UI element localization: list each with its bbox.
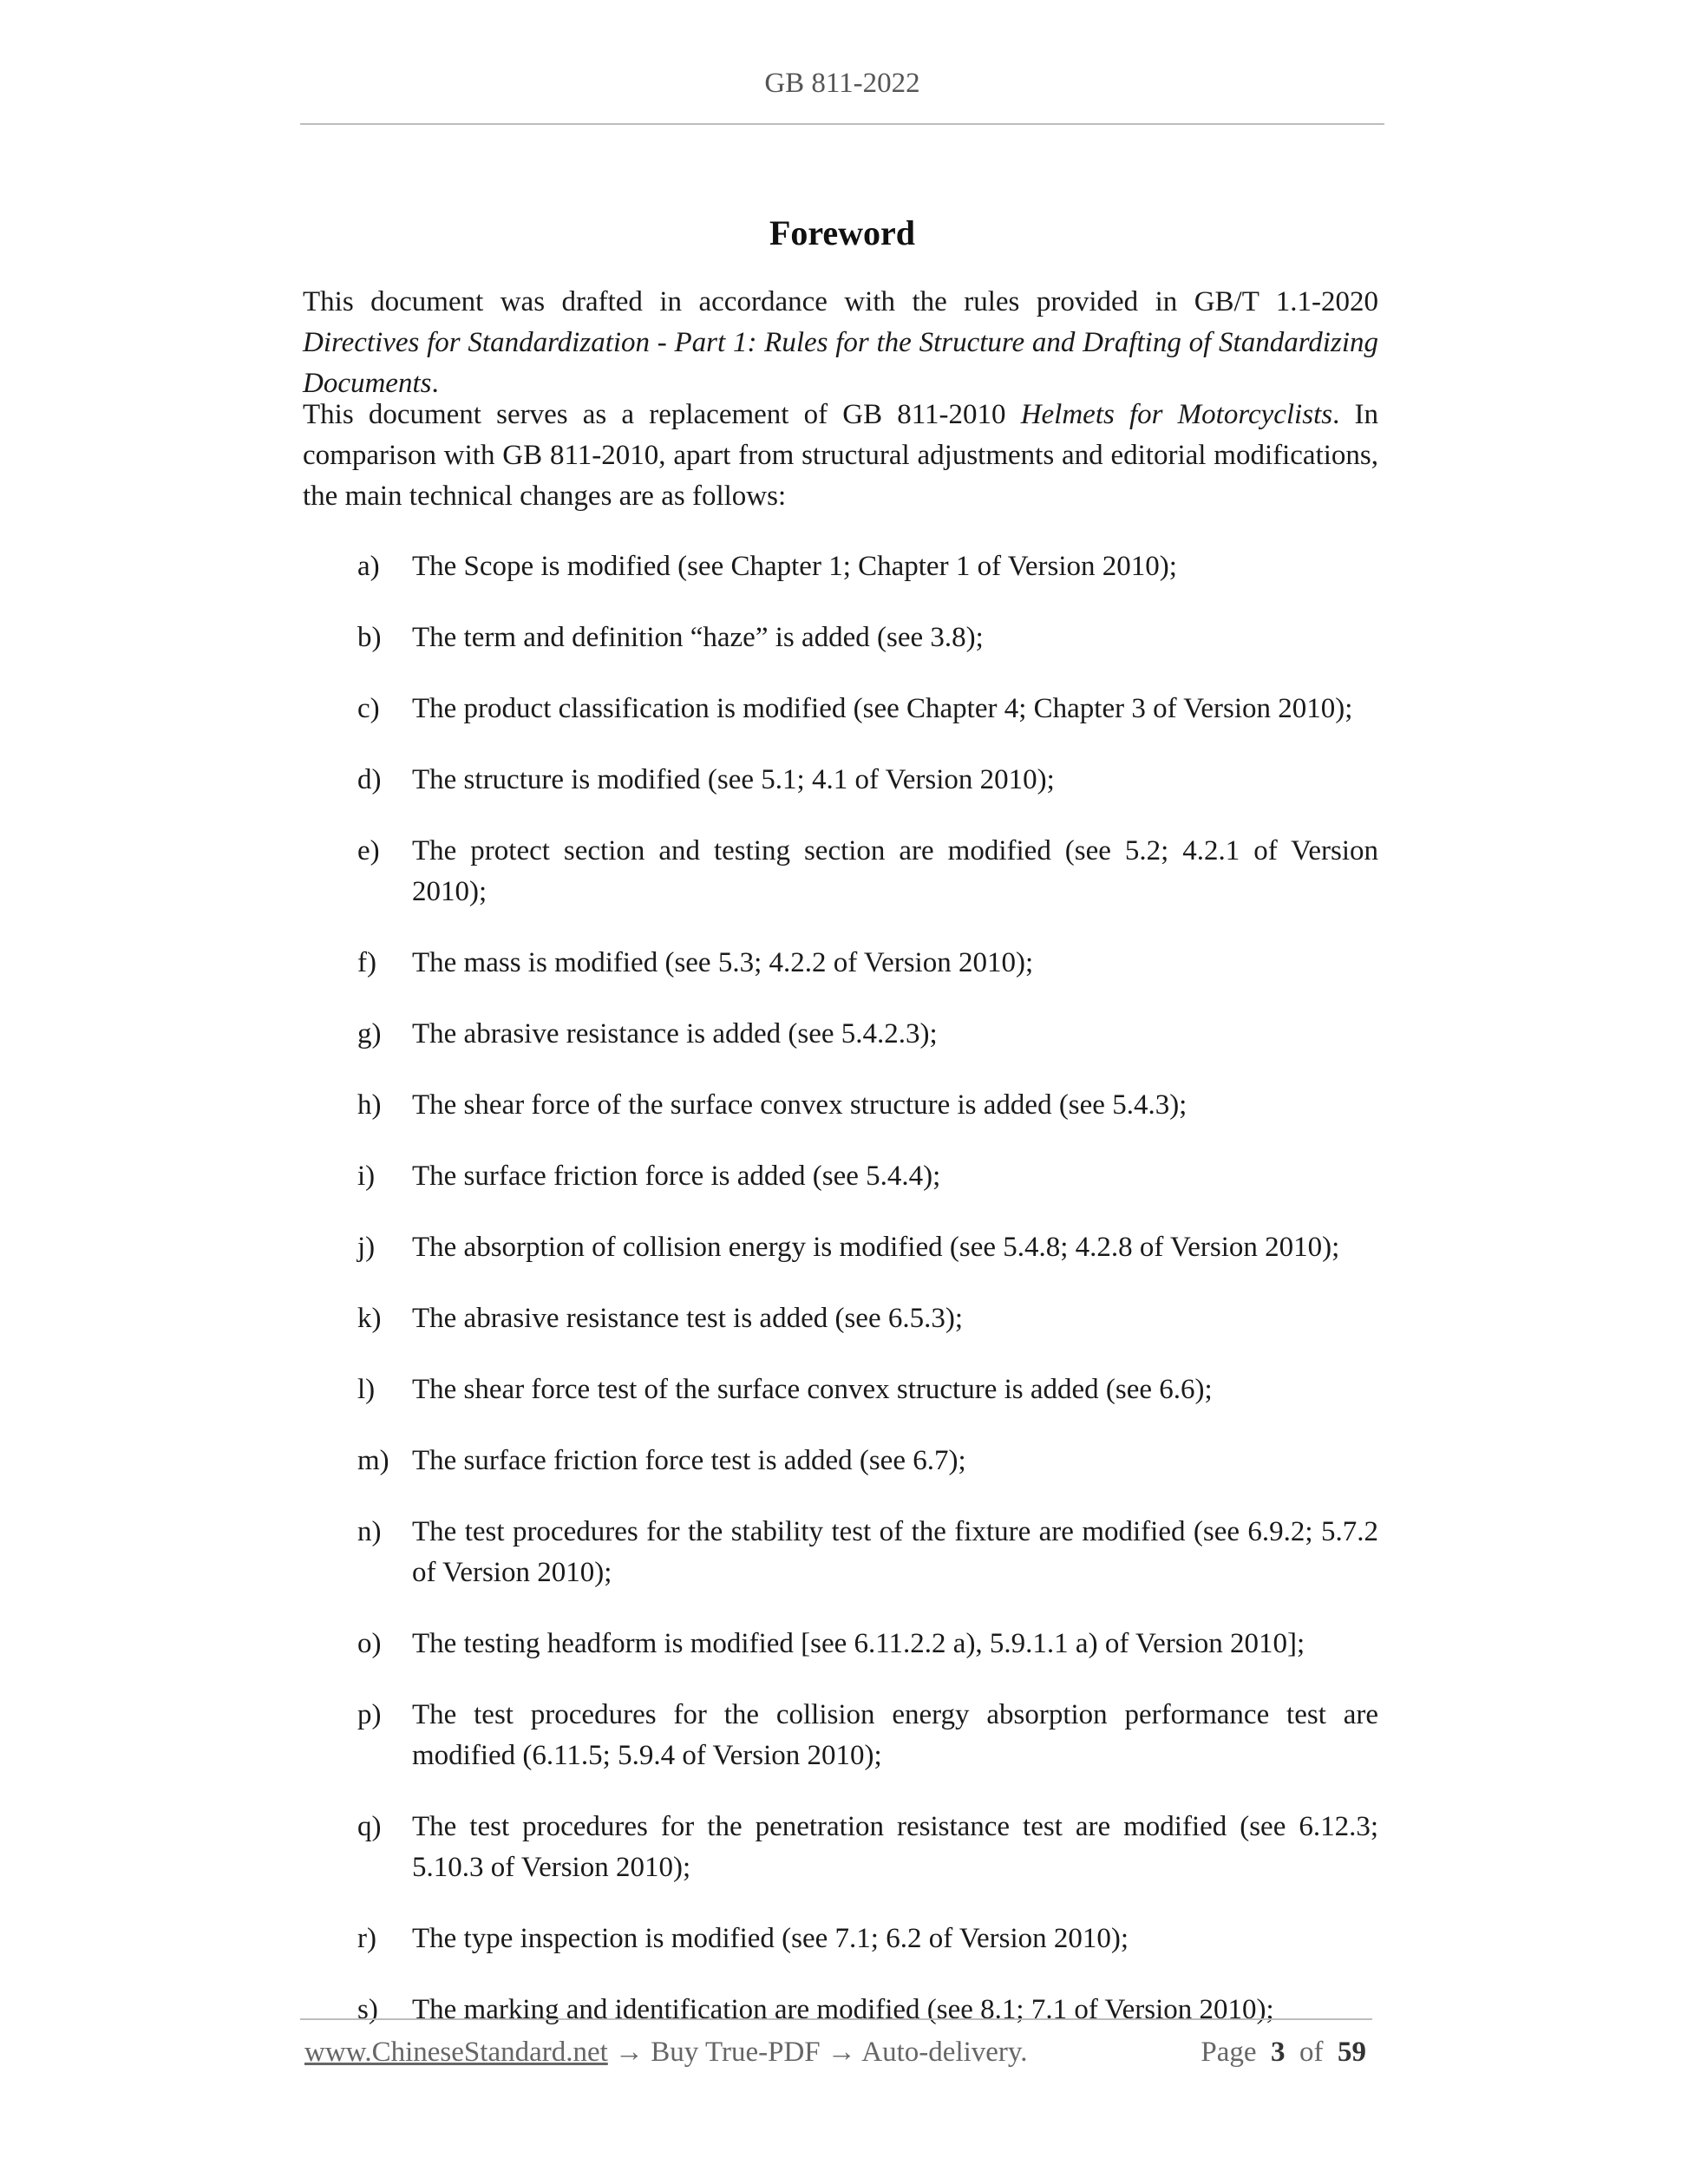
list-item — [303, 943, 1378, 984]
list-item-text: The structure is modified (see 5.1; 4.1 of Version 2010); — [412, 764, 1055, 795]
page-current: 3 — [1271, 2037, 1286, 2068]
list-item-text: The surface friction force test is added (see 6.7); — [412, 1445, 966, 1476]
list-item-marker: k) — [357, 1303, 382, 1334]
list-item — [303, 1370, 1378, 1410]
list-item-text: The Scope is modified (see Chapter 1; Chapter 1 of Version 2010); — [412, 551, 1177, 582]
list-item — [303, 1990, 1378, 2030]
list-item — [303, 1807, 1378, 1888]
list-item-text: The absorption of collision energy is modified (see 5.4.8; 4.2.8 of Version 2010); — [412, 1232, 1340, 1263]
list-item-marker: i) — [357, 1161, 376, 1192]
list-item-marker: a) — [357, 551, 380, 582]
list-item — [303, 1227, 1378, 1268]
list-item-marker: b) — [357, 622, 382, 653]
list-item-text: The shear force of the surface convex structure is added (see 5.4.3); — [412, 1089, 1187, 1121]
list-item-marker: m) — [357, 1445, 389, 1476]
list-item-text: The protect section and testing section are modified (see 5.2; 4.2.1 of Version 2010); — [412, 835, 1378, 907]
list-item — [303, 760, 1378, 801]
list-item — [303, 1085, 1378, 1126]
list-item-text: The shear force test of the surface convex structure is added (see 6.6); — [412, 1374, 1213, 1405]
page-title: Foreword — [769, 213, 916, 252]
list-item-marker: c) — [357, 693, 380, 724]
list-item — [303, 1014, 1378, 1055]
footer-divider — [300, 2018, 1372, 2020]
footer-promo — [304, 2037, 1028, 2069]
list-item-text: The surface friction force is added (see 5.4.4); — [412, 1161, 941, 1192]
list-item-marker: j) — [357, 1232, 376, 1263]
list-item — [303, 618, 1378, 658]
list-item-text: The product classification is modified (see Chapter 4; Chapter 3 of Version 2010); — [412, 693, 1353, 724]
list-item-marker: o) — [357, 1628, 382, 1659]
list-item — [303, 1624, 1378, 1664]
intro-paragraph-2 — [303, 395, 1378, 517]
intro-paragraph-2-text: This document serves as a replacement of GB 811-2010 — [303, 399, 1021, 430]
intro-paragraph-1-italic-title: Directives for Standardization - Part 1: Rules for the Structure and Drafting of Standardizing Documents — [303, 327, 1378, 399]
list-item-text: The term and definition “haze” is added (see 3.8); — [412, 622, 984, 653]
page-number — [1201, 2037, 1366, 2069]
intro-paragraph-2-italic-title: Helmets for Motorcyclists — [1020, 399, 1333, 430]
list-item — [303, 689, 1378, 729]
list-item-text: The type inspection is modified (see 7.1; 6.2 of Version 2010); — [412, 1923, 1129, 1954]
list-item — [303, 1695, 1378, 1776]
list-item-marker: l) — [357, 1374, 376, 1405]
list-item-marker: d) — [357, 764, 382, 795]
list-item — [303, 1156, 1378, 1197]
intro-paragraph-1 — [303, 282, 1378, 404]
page-of-label: of — [1299, 2037, 1324, 2068]
list-item — [303, 546, 1378, 587]
list-item-marker: r) — [357, 1923, 376, 1954]
footer-tagline: → Buy True-PDF → Auto-delivery. — [607, 2037, 1028, 2068]
list-item — [303, 1441, 1378, 1481]
header-divider — [300, 123, 1384, 125]
list-item-text: The test procedures for the penetration resistance test are modified (see 6.12.3; 5.10.3 of Version 2010); — [412, 1811, 1378, 1883]
list-item-text: The mass is modified (see 5.3; 4.2.2 of Version 2010); — [412, 947, 1034, 978]
intro-paragraph-1-end: . — [431, 368, 439, 399]
page-total: 59 — [1338, 2037, 1366, 2068]
list-item-marker: s) — [357, 1994, 378, 2025]
site-link[interactable]: www.ChineseStandard.net — [304, 2037, 608, 2068]
list-item-marker: n) — [357, 1516, 382, 1547]
list-item — [303, 1298, 1378, 1339]
list-item-marker: p) — [357, 1699, 382, 1730]
intro-paragraph-1-text: This document was drafted in accordance with the rules provided in GB/T 1.1-2020 — [303, 286, 1378, 317]
list-item-text: The test procedures for the collision energy absorption performance test are modified (6.11.5; 5.9.4 of Version 2010); — [412, 1699, 1378, 1771]
page-label: Page — [1201, 2037, 1257, 2068]
document-code-header: GB 811-2022 — [764, 68, 920, 99]
list-item-marker: h) — [357, 1089, 382, 1121]
list-item-text: The marking and identification are modified (see 8.1; 7.1 of Version 2010); — [412, 1994, 1274, 2025]
list-item-text: The abrasive resistance is added (see 5.4.2.3); — [412, 1018, 938, 1049]
list-item-marker: e) — [357, 835, 380, 866]
list-item — [303, 831, 1378, 912]
list-item-text: The abrasive resistance test is added (see 6.5.3); — [412, 1303, 964, 1334]
list-item-marker: f) — [357, 947, 376, 978]
list-item-marker: g) — [357, 1018, 382, 1049]
intro-paragraph-2-end: . In comparison with GB 811-2010, apart from structural adjustments and editorial modifications, the main technical changes are as follows: — [303, 399, 1378, 512]
list-item-marker: q) — [357, 1811, 382, 1842]
list-item — [303, 1919, 1378, 1959]
list-item — [303, 1512, 1378, 1593]
technical-changes-list — [303, 546, 1378, 2061]
list-item-text: The testing headform is modified [see 6.11.2.2 a), 5.9.1.1 a) of Version 2010]; — [412, 1628, 1305, 1659]
list-item-text: The test procedures for the stability test of the fixture are modified (see 6.9.2; 5.7.2 of Version 2010); — [412, 1516, 1378, 1588]
